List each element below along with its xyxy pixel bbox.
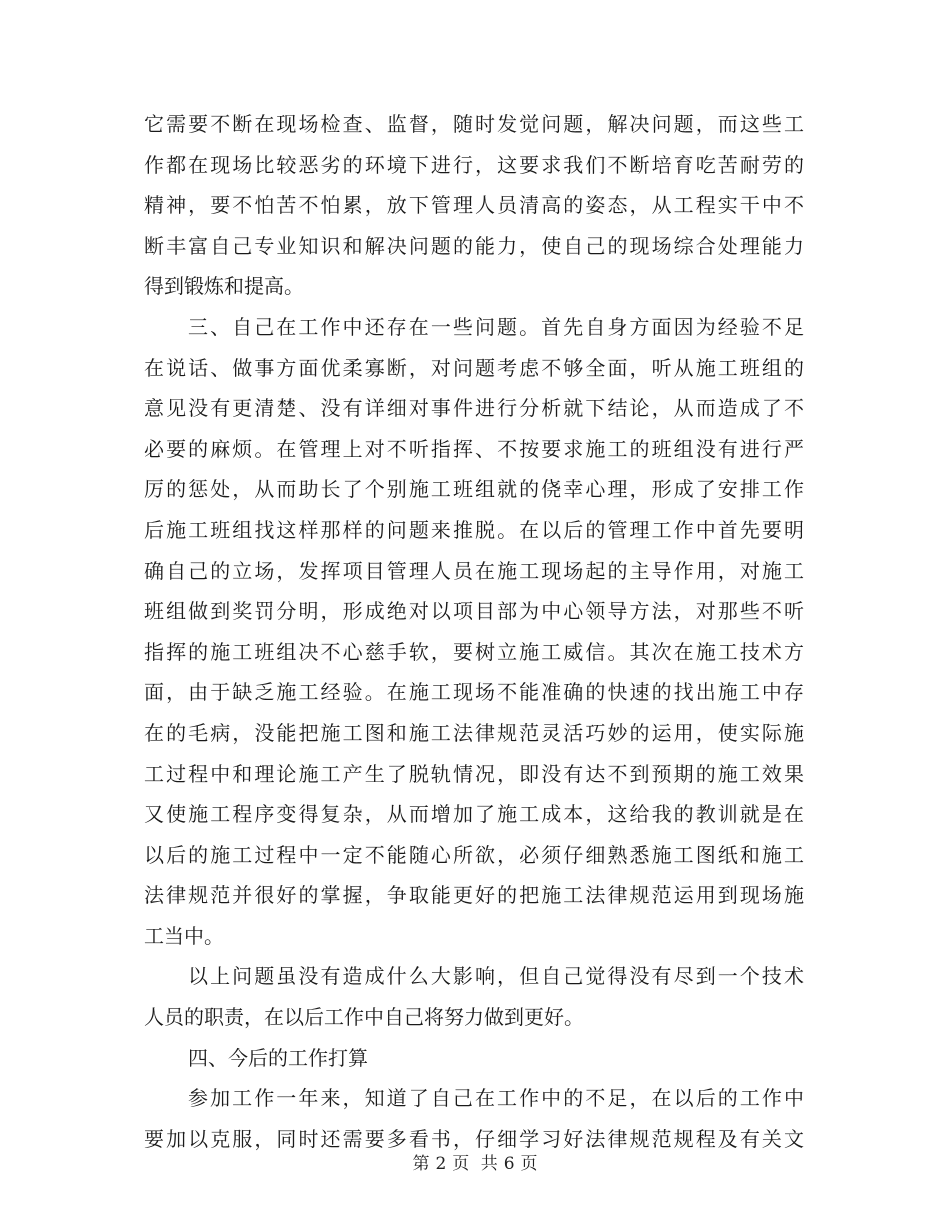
text-line: 班组做到奖罚分明，形成绝对以项目部为中心领导方法，对那些不听 [144,599,804,624]
total-unit: 页 [520,1154,538,1174]
text-line: 又使施工程序变得复杂，从而增加了施工成本，这给我的教训就是在 [144,802,804,827]
paragraph-start-line: 参加工作一年来，知道了自己在工作中的不足，在以后的工作中 [188,1086,804,1111]
text-line: 必要的麻烦。在管理上对不听指挥、不按要求施工的班组没有进行严 [144,436,804,461]
total-label: 共 [480,1154,498,1174]
page-unit: 页 [452,1154,470,1174]
text-line: 工过程中和理论施工产生了脱轨情况，即没有达不到预期的施工效果 [144,761,804,786]
document-body [144,104,804,1159]
text-line: 工当中。 [144,923,224,948]
paragraph-start-line: 以上问题虽没有造成什么大影响，但自己觉得没有尽到一个技术 [188,964,804,989]
text-line: 指挥的施工班组决不心慈手软，要树立施工威信。其次在施工技术方 [144,639,804,664]
section-heading: 四、今后的工作打算 [188,1045,368,1070]
page-label: 第 [412,1154,430,1174]
page-footer [0,1152,950,1176]
text-line: 得到锻炼和提高。 [144,274,304,299]
total-pages: 6 [503,1154,515,1174]
text-line: 以后的施工过程中一定不能随心所欲，必须仔细熟悉施工图纸和施工 [144,842,804,867]
text-line: 后施工班组找这样那样的问题来推脱。在以后的管理工作中首先要明 [144,517,804,542]
text-line: 它需要不断在现场检查、监督，随时发觉问题，解决问题，而这些工 [144,112,804,136]
page-number: 2 [435,1154,447,1174]
text-line: 意见没有更清楚、没有详细对事件进行分析就下结论，从而造成了不 [144,396,804,421]
text-line: 面，由于缺乏施工经验。在施工现场不能准确的快速的找出施工中存 [144,680,804,705]
text-line: 要加以克服，同时还需要多看书，仔细学习好法律规范规程及有关文 [144,1126,804,1151]
text-line: 人员的职责，在以后工作中自己将努力做到更好。 [144,1005,584,1030]
text-line: 法律规范并很好的掌握，争取能更好的把施工法律规范运用到现场施 [144,883,804,908]
paragraph-start-line: 三、自己在工作中还存在一些问题。首先自身方面因为经验不足 [188,314,804,339]
text-line: 断丰富自己专业知识和解决问题的能力，使自己的现场综合处理能力 [144,233,804,258]
text-line: 作都在现场比较恶劣的环境下进行，这要求我们不断培育吃苦耐劳的 [144,152,804,177]
text-line: 厉的惩处，从而助长了个别施工班组就的侥幸心理，形成了安排工作 [144,477,804,502]
text-line: 在说话、做事方面优柔寡断，对问题考虑不够全面，听从施工班组的 [144,355,804,380]
text-line: 精神，要不怕苦不怕累，放下管理人员清高的姿态，从工程实干中不 [144,193,804,218]
text-line: 确自己的立场，发挥项目管理人员在施工现场起的主导作用，对施工 [144,558,804,583]
text-line: 在的毛病，没能把施工图和施工法律规范灵活巧妙的运用，使实际施 [144,720,804,745]
